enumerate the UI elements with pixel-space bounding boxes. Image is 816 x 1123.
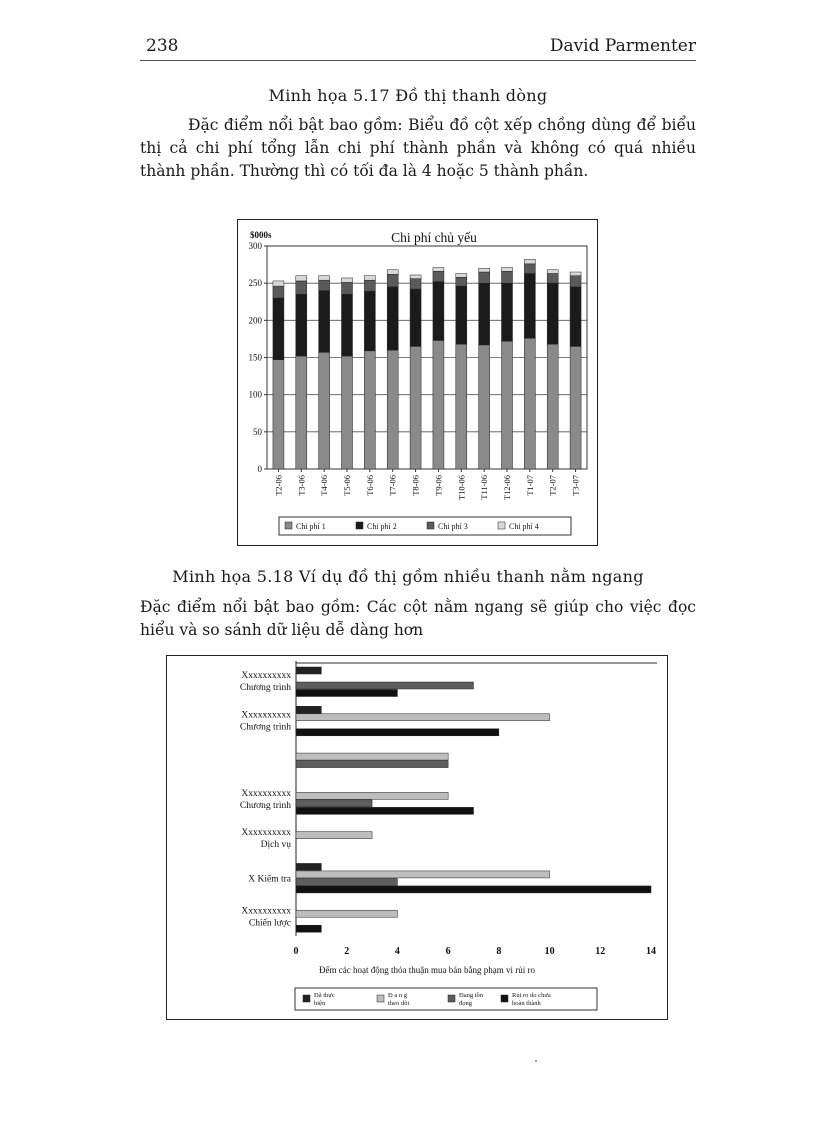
legend-label: Rủi ro do chưa [512,992,551,999]
category-label: Chiến lược [248,918,291,929]
x-tick-label: T4-06 [319,475,330,496]
x-tick-label: T10-06 [456,475,467,501]
bar-segment [296,294,307,356]
x-tick-label: 14 [646,946,656,957]
bar-segment [456,286,467,344]
bar-segment [342,282,353,294]
legend-label: hiện [314,1000,326,1007]
bar-segment [273,286,284,298]
bar-segment [570,346,581,469]
bar-segment [547,283,558,344]
x-tick-label: T5-06 [342,475,352,496]
bar-segment [364,280,375,291]
x-tick-label: 6 [445,946,451,957]
bar-segment [570,272,581,276]
y-axis-label: $000s [250,230,272,240]
bar-segment [502,268,513,272]
figure-description-5-17 [140,114,696,183]
legend-label: đọng [459,1000,472,1007]
legend-swatch [448,995,455,1002]
x-tick-label: 12 [595,946,606,957]
y-tick-label: 100 [248,389,262,400]
bar-segment [547,274,558,284]
bar-segment [433,340,444,469]
bar-segment [524,338,535,469]
bar-segment [433,282,444,341]
x-tick-label: T1-07 [524,475,535,496]
legend-label: Chi phí 4 [509,522,539,531]
bar-segment [502,341,513,469]
bar-segment [456,344,467,469]
page-speck [535,1060,537,1062]
bar-segment [479,283,490,345]
x-tick-label: T12-06 [502,475,512,501]
category-label: Xxxxxxxxxx [241,710,291,721]
bar [296,832,372,839]
bar-segment [342,356,353,469]
category-label: Xxxxxxxxxx [241,788,291,799]
bar-segment [387,287,398,350]
bar-segment [319,352,330,469]
figure-caption-5-18: Minh họa 5.18 Ví dụ đồ thị gồm nhiều thanh nằm ngang [172,567,644,586]
y-tick-label: 250 [248,278,262,289]
bar [296,690,397,697]
legend-swatch [377,995,384,1002]
category-label: Chương trình [239,800,291,811]
x-tick-label: T8-06 [410,475,421,496]
page-number: 238 [146,36,179,56]
y-tick-label: 150 [248,352,262,363]
bar-segment [296,276,307,281]
bar-segment [273,281,284,286]
x-tick-label: T3-07 [570,475,581,496]
bar-segment [524,264,535,274]
legend-swatch [303,995,310,1002]
x-tick-label: 2 [344,946,350,957]
bar [296,886,651,893]
bar-segment [570,276,581,287]
bar [296,910,397,917]
bar-segment [387,270,398,274]
bar-segment [410,289,421,346]
bar-segment [524,274,535,339]
bar-segment [387,274,398,287]
legend-swatch [427,522,434,529]
legend-swatch [356,522,363,529]
bar-segment [502,271,513,283]
category-label: Xxxxxxxxxx [241,671,291,681]
legend-label: hoàn thành [512,1000,541,1007]
bar-segment [319,280,330,290]
bar-segment [364,351,375,469]
bar-segment [410,279,421,289]
bar-segment [410,275,421,279]
description-text: Đặc điểm nổi bật bao gồm: Biểu đồ cột xếp chồng dùng để biểu thị cả chi phí tổng lẫn chi phí thành phần và không có quá nhiều thành phần. Thường thì có tối đa là 4 hoặc 5 thành phần. [140,116,696,180]
y-tick-label: 200 [248,315,262,326]
legend-swatch [285,522,292,529]
y-tick-label: 0 [257,464,262,474]
category-label: X Kiểm tra [248,874,291,885]
bar-segment [502,283,513,341]
bar-segment [342,294,353,356]
bar-segment [319,276,330,280]
horizontal-bar-chart-frame [166,655,668,1020]
horizontal-bar-chart [167,656,667,1019]
bar [296,863,321,870]
bar-segment [547,344,558,469]
bar-segment [296,281,307,294]
bar-segment [387,350,398,469]
x-tick-label: T9-06 [433,475,444,496]
bar-segment [456,277,467,286]
bar-segment [319,291,330,353]
stacked-bar-chart [238,220,597,545]
x-tick-label: T2-06 [273,475,284,496]
bar-segment [342,278,353,282]
bar-segment [479,268,490,272]
bar-segment [433,268,444,272]
figure-caption-5-17: Minh họa 5.17 Đồ thị thanh dòng [268,86,548,105]
bar-segment [433,271,444,281]
legend-label: Đ a n g [388,992,407,999]
category-label: Chương trình [239,683,291,693]
bar [296,753,448,760]
legend-label: Chi phí 3 [438,522,468,531]
bar [296,761,448,768]
legend-swatch [498,522,505,529]
bar-segment [479,345,490,469]
bar [296,871,550,878]
x-tick-label: 4 [394,946,400,957]
x-tick-label: T6-06 [364,475,375,496]
bar-segment [410,346,421,469]
page-header [140,34,696,61]
bar-segment [364,291,375,350]
bar [296,714,550,721]
legend-swatch [501,995,508,1002]
x-tick-label: T3-06 [296,475,307,496]
bar-segment [296,356,307,469]
legend-label: Đang tồn [459,992,484,999]
bar [296,807,474,814]
bar-segment [364,276,375,280]
y-tick-label: 300 [248,241,262,251]
x-axis-label: Đếm các hoạt động thỏa thuận mua bán bằng phạm vi rủi ro [319,965,535,975]
bar-segment [547,270,558,274]
x-tick-label: 0 [293,946,299,957]
stacked-bar-chart-frame [237,219,598,546]
x-tick-label: T7-06 [387,475,398,496]
category-label: Xxxxxxxxxx [241,906,291,917]
x-tick-label: 10 [544,946,555,957]
y-tick-label: 50 [253,426,262,437]
bar-segment [524,259,535,263]
legend-label: Chi phí 1 [296,522,326,531]
chart-title: Chi phí chủ yếu [391,230,477,245]
x-tick-label: T2-07 [547,475,558,496]
chart-legend [295,988,597,1010]
bar [296,925,321,932]
bar-segment [273,298,284,360]
bar [296,667,321,674]
bar [296,792,448,799]
chart-legend [279,517,571,535]
bar-segment [479,272,490,283]
legend-label: Đã thực [314,992,335,999]
bar [296,729,499,736]
bar [296,706,321,713]
bar [296,878,397,885]
legend-box [295,988,597,1010]
x-tick-label: 8 [496,946,502,957]
running-head-author: David Parmenter [549,36,696,56]
bar-segment [273,360,284,469]
legend-label: Chi phí 2 [367,522,397,531]
x-tick-label: T11-06 [479,475,490,500]
legend-label: theo dõi [388,1000,410,1007]
category-label: Chương trình [239,722,291,733]
bar-segment [570,287,581,346]
bar [296,800,372,807]
bar-segment [456,274,467,278]
category-label: Xxxxxxxxxx [241,828,291,839]
bar [296,682,474,689]
category-label: Dịch vụ [260,840,291,851]
figure-description-5-18: Đặc điểm nổi bật bao gồm: Các cột nằm ngang sẽ giúp cho việc đọc hiểu và so sánh dữ liệu dễ dàng hơn [140,598,696,639]
